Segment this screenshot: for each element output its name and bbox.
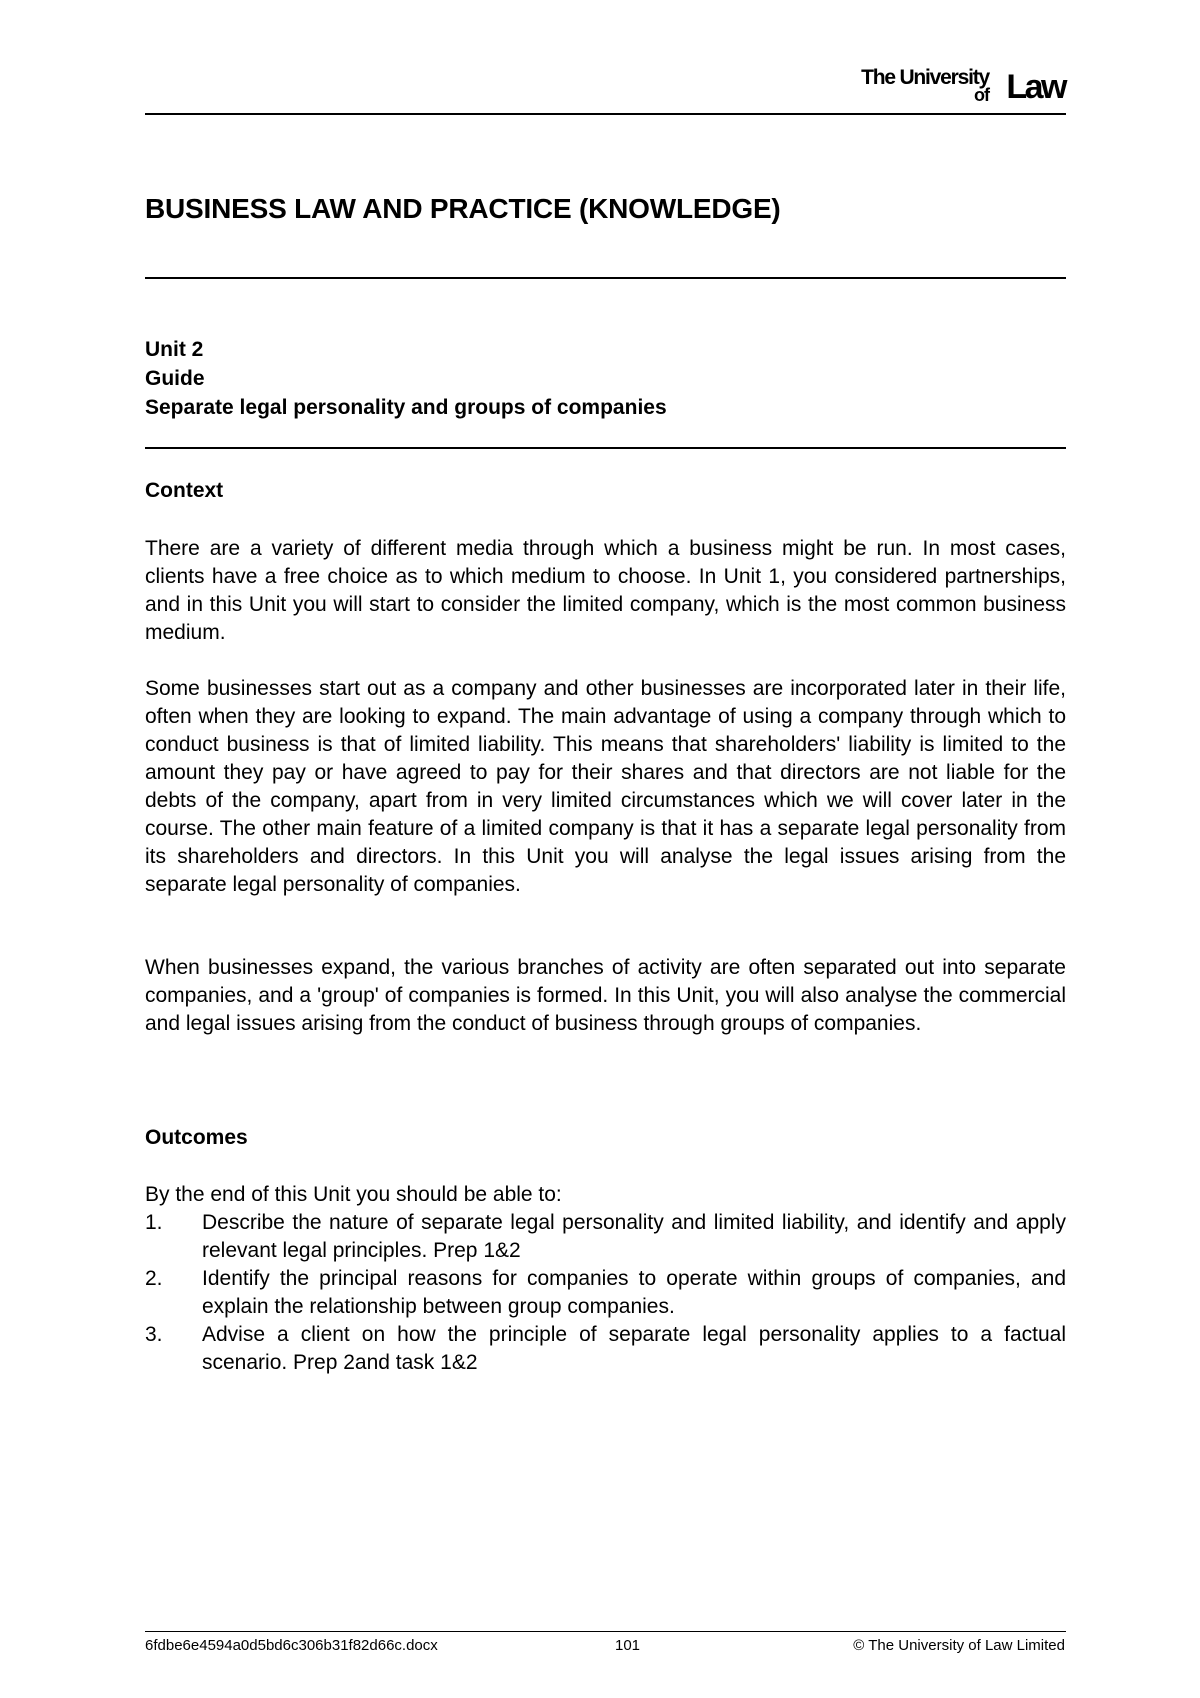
outcome-item bbox=[145, 1209, 1066, 1265]
context-paragraph: There are a variety of different media through which a business might be run. In most cases, clients have a free choice as to which medium to choose. In Unit 1, you considered partnerships, and in this Unit you will start to consider the limited company, which is the most common business medium. bbox=[145, 537, 1066, 644]
context-heading: Context bbox=[145, 479, 224, 502]
footer-page-number: 101 bbox=[615, 1637, 641, 1654]
outcome-item bbox=[145, 1321, 1066, 1377]
logo-line-2: of bbox=[974, 85, 989, 105]
context-paragraph: When businesses expand, the various branches of activity are often separated out into separate companies, and a 'group' of companies is formed. In this Unit, you will also analyse the commercial and legal issues arising from the conduct of business through groups of companies. bbox=[145, 956, 1066, 1035]
title-divider bbox=[145, 277, 1066, 279]
context-paragraph: Some businesses start out as a company and other businesses are incorporated later in their life, often when they are looking to expand. The main advantage of using a company through which to conduct business is that of limited liability. This means that shareholders' liability is limited to the amount they pay or have agreed to pay for their shares and that directors are not liable for the debts of the company, apart from in very limited circumstances which we will cover later in the course. The other main feature of a limited company is that it has a separate legal personality from its shareholders and directors. In this Unit you will analyse the legal issues arising from the separate legal personality of companies. bbox=[145, 677, 1066, 896]
logo-line-3: Law bbox=[1006, 68, 1065, 106]
document-title: BUSINESS LAW AND PRACTICE (KNOWLEDGE) bbox=[145, 193, 781, 224]
outcome-number: 1. bbox=[145, 1211, 163, 1234]
unit-type: Guide bbox=[145, 367, 205, 390]
footer-divider bbox=[145, 1631, 1066, 1632]
footer-filename: 6fdbe6e4594a0d5bd6c306b31f82d66c.docx bbox=[145, 1637, 438, 1654]
unit-divider bbox=[145, 447, 1066, 449]
outcomes-list bbox=[145, 1209, 1066, 1377]
outcome-number: 2. bbox=[145, 1267, 163, 1290]
footer-copyright: © The University of Law Limited bbox=[853, 1637, 1065, 1654]
unit-subject: Separate legal personality and groups of companies bbox=[145, 396, 667, 419]
outcomes-heading: Outcomes bbox=[145, 1126, 248, 1149]
university-logo bbox=[855, 66, 1065, 106]
logo-line-1: The University bbox=[861, 66, 989, 89]
unit-info bbox=[145, 335, 667, 422]
header-divider bbox=[145, 113, 1066, 115]
outcome-item bbox=[145, 1265, 1066, 1321]
outcome-text: Identify the principal reasons for companies to operate within groups of companies, and explain the relationship between group companies. bbox=[202, 1267, 1066, 1318]
outcome-number: 3. bbox=[145, 1323, 163, 1346]
outcome-text: Describe the nature of separate legal personality and limited liability, and identify and apply relevant legal principles. Prep 1&2 bbox=[202, 1211, 1066, 1262]
outcomes-intro: By the end of this Unit you should be able to: bbox=[145, 1183, 562, 1206]
outcome-text: Advise a client on how the principle of separate legal personality applies to a factual scenario. Prep 2and task 1&2 bbox=[202, 1323, 1066, 1374]
unit-number: Unit 2 bbox=[145, 338, 204, 361]
